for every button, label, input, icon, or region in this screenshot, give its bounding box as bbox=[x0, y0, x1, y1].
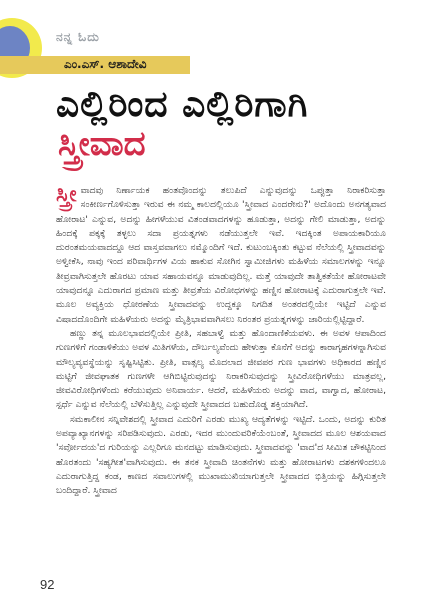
first-paragraph-text: ವಾದವು ನಿರ್ಣಾಯಕ ಹಂತವೊಂದನ್ನು ತಲುಪಿದೆ ಎನ್ನುವುದನ್ನು ಒಪ್ಪುತ್ತಾ ನಿರಾಕರಿಸುತ್ತಾ ಸಂಕೀರ್ಣಗೊಳಿಸುತ್ತಾ ಇರುವ ಈ ನಮ್ಮ ಕಾಲದಲ್ಲಿಯೂ 'ಸ್ತ್ರೀವಾದ ಎಂದರೇನು?' ಅದೊಂದು ಅನಗತ್ಯವಾದ ಹೋರಾಟ' ಎನ್ನುವ, ಅದನ್ನು ಹೀಗಳೆಯುವ ವಿತಂಡವಾದಗಳನ್ನು ಹೂಡುತ್ತಾ, ಅದನ್ನು ಗೇಲಿ ಮಾಡುತ್ತಾ, ಅದನ್ನು ಹಿಂದಕ್ಕೆ ಪಕ್ಕಕ್ಕೆ ತಳ್ಳಲು ಸದಾ ಪ್ರಯತ್ನಗಳು ನಡೆಯುತ್ತಲೇ ಇವೆ. ಇದಕ್ಕಿಂತ ಅಪಾಯಕಾರಿಯೂ ದುರಂತಮಯವಾದದ್ದೂ ಆದ ವಾಸ್ತವವಾಗಲು ನಮ್ಮೊಂದಿಗೆ ಇದೆ. ಕುಟುಂಬಕ್ಕಿಂತು ಕಟ್ಟುವ ನೆಲೆಯಲ್ಲಿ ಸ್ತ್ರೀವಾದವನ್ನು ಅಳ್ವೀಕೆಸಿ, ನಾವು ಇಂದ ಪರಿವಾರ್ಥಿಗಳ ವಿಯ ಹಾಕುವ ಸೋಗಿನ ಸ್ವಾಮೀಜಿಗಳು ಮಹಿಳೆಯ ಸಮಾಲಗಳನ್ನು ಇನ್ನೂ ತೀವ್ರವಾಗಿಸುತ್ತಲೇ ಹೊರಟು ಯಾವ ಸಹಾಯವನ್ನೂ ಮಾಡುವುದಿಲ್ಲ. ಮತ್ತೆ ಯಾವುದೇ ತಾತ್ವಿಕತೆಯೇ ಹೋರಾಟವೇ ಯಾವುದನ್ನೂ ಎದುರಾಗದ ಪ್ರಮಾಣ ಮತ್ತು ತೀವ್ರತೆಯ ವಿರೋಧಗಳನ್ನು ಹಣ್ಣಿನ ಹೋರಾಟಕ್ಕೆ ಎದುರಾಗುತ್ತಲೇ ಇವೆ. ಮೂಲ ಅವ್ಯಕ್ತಿಯ ಧೋರಣೆಯ ಸ್ತ್ರೀವಾದವನ್ನು ಉದ್ದಕ್ಕೂ ನಿಗದಿತ ಅಂತರದಲ್ಲಿಯೇ ಇಟ್ಟಿದೆ ಎನ್ನುವ ವಿಷಾದದೊಂದಿಗೇ ಮಹಿಳೆಯರು ಅದನ್ನು ಮೈತ್ರಿಭಾವವಾಗಿಸಲು ನಿರಂತರ ಪ್ರಯತ್ನಗಳನ್ನು ಜಾರಿಯಲ್ಲಿಟ್ಟಿದ್ದಾರೆ. bbox=[56, 185, 386, 325]
article-paragraph-first bbox=[56, 184, 386, 327]
drop-cap: ಸ್ತ್ರೀ bbox=[56, 184, 77, 207]
page-number: 92 bbox=[40, 577, 55, 592]
section-tag: ನನ್ನ ಓದು bbox=[56, 30, 100, 44]
article-title-line1: ಎಲ್ಲಿರಿಂದ ಎಲ್ಲಿರಿಗಾಗಿ bbox=[56, 84, 309, 125]
article-paragraph: ಹಣ್ಣು ತನ್ನ ಮೂಲಭಾವದಲ್ಲಿಯೇ ಪ್ರೀತಿ, ಸಹಬಾಳ್ವೆ ಮತ್ತು ಹೊಂದಾಣಿಕೆಯವಳು. ಈ ಅವಳ ಆಪಾದಿಂದ ಗುಣಗಳಿಗೆ ಗಂಡಾಳಿಕೆಯು ಅವಳ ಮಿತಿಗಳೆಯ, ದೌರ್ಬಲ್ಯವೆಂದು ಹೇಳುತ್ತಾ ಕೊನೆಗೆ ಅದನ್ನು ಕಾರಾಗೃಹಗಳನ್ನಾಗಿಸುವ ಮೌಲ್ಯವ್ಯವಸ್ಥೆಯನ್ನು ಸೃಷ್ಟಿಸಿಟ್ಟಿತು. ಪ್ರೀತಿ, ವಾತ್ಸಲ್ಯ ಮೊದಲಾದ ಜೀವಪರ ಗುಣ ಭಾವಗಳು ಅಧಿಕಾರದ ಹಣ್ಣಿನ ಮಟ್ಟಿಗೆ ಜೀವಘಾತಕ ಗುಣಗಳೇ ಆಗಿಬಿಟ್ಟಿರುವುದನ್ನು ನಿರಾಕರಿಸುವುದನ್ನು ಸ್ತ್ರೀವಿರೋಧಿಗಳೆಯು ಮಾತ್ರವಲ್ಲ, ಜೀವವಿರೋಧಿಗಳೆಂದು ಕರೆಯುವುದು ಅನಿವಾರ್ಯ. ಆದರೆ, ಮಹಿಳೆಯರು ಅದನ್ನು ವಾದ, ವಾಗ್ವಾದ, ಹೋರಾಟ, ಸ್ಪರ್ಧೆ ಎನ್ನುವ ನೆಲೆಯಲ್ಲಿ ಬೆಳೆಸುತ್ತಿಲ್ಲ ಎನ್ನುವುದೇ ಸ್ತ್ರೀವಾದದ ಬಹುದೊಡ್ಡ ಶಕ್ತಿಯಾಗಿದೆ. bbox=[56, 327, 386, 411]
article-title-line2: ಸ್ತ್ರೀವಾದ bbox=[58, 124, 146, 164]
article-body bbox=[56, 184, 386, 572]
author-name: ಎಂ.ಎಸ್. ಆಶಾದೇವಿ bbox=[64, 57, 147, 71]
article-paragraph: ಸಮಕಾಲೀನ ಸನ್ನಿವೇಶದಲ್ಲಿ ಸ್ತ್ರೀವಾದ ಎದುರಿಗೆ ಎರಡು ಮುಖ್ಯ ಆದ್ಯತೆಗಳನ್ನು ಇಟ್ಟಿದೆ. ಒಂದು, ಅದನ್ನು ಕುರಿತ ಅಪವ್ಯಾಖ್ಯಾನಗಳನ್ನು ಸರಿಪಡಿಸುವುದು. ಎರಡು, ಇದರ ಮುಂದುವರಿಕೆಯೆಂಬಂತೆ, ಸ್ತ್ರೀವಾದದ ಮೂಲ ಆಶಯವಾದ 'ಸರ್ವೋದಯ'ದ ಗುರಿಯನ್ನು ಎಲ್ಲರಿಗೂ ಮನದಟ್ಟು ಮಾಡಿಸುವುದು. ಸ್ತ್ರೀವಾದವನ್ನು 'ವಾದ'ದ ಸೀಮಿತ ಚೌಕಟ್ಟಿನಿಂದ ಹೊರತಂದು 'ಸಹ್ಯಗೀತ'ವಾಗಿಸುವುದು. ಈ ತನಕ ಸ್ತ್ರೀವಾದಿ ಚಿಂತನೆಗಳು ಮತ್ತು ಹೋರಾಟಗಳು ದಶಕಗಳಿಂದಲೂ ಎದುರಾಗುತ್ತಿದ್ದ ಕಂಡ, ಕಾಣದ ಸವಾಲುಗಳಲ್ಲಿ ಮುಖಾಮುಖಿಯಾಗುತ್ತಲೇ ಸ್ತ್ರೀವಾದದ ಭಿತ್ತಿಯನ್ನು ಹಿಗ್ಗಿಸುತ್ತಲೇ ಬಂದಿದ್ದಾರೆ. ಸ್ತ್ರೀವಾದ bbox=[56, 413, 386, 497]
